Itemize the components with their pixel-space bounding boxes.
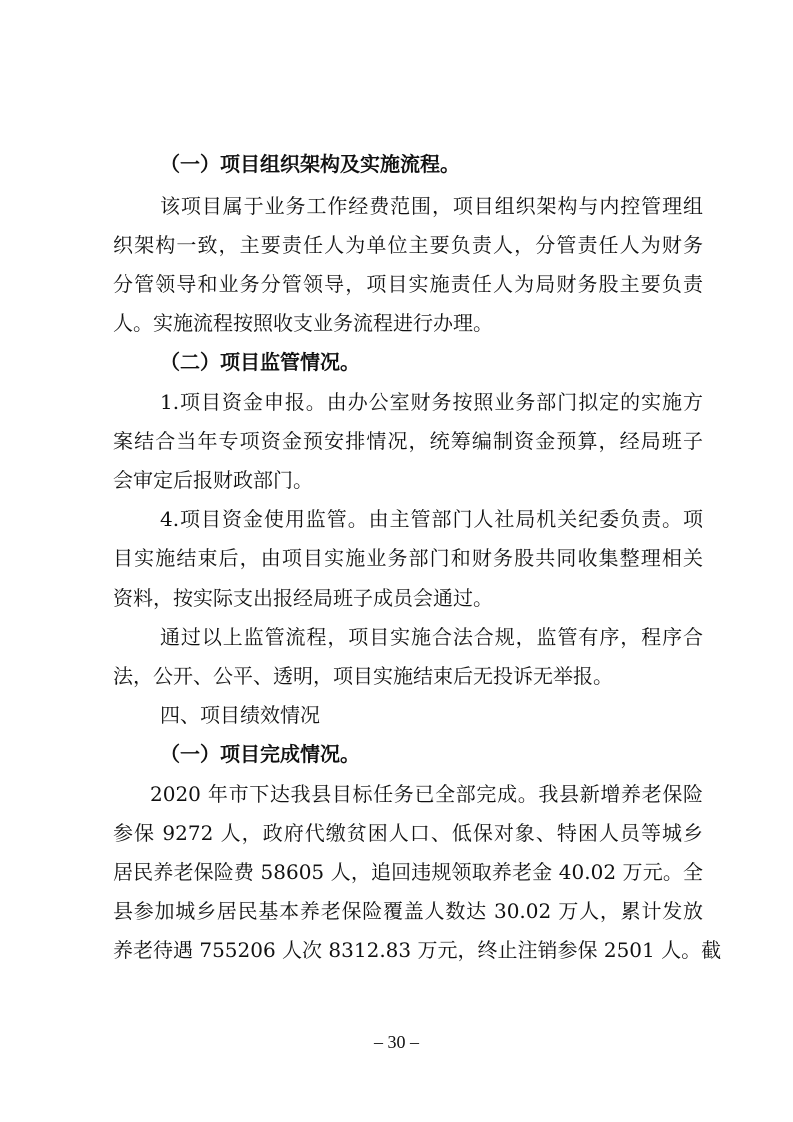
paragraph-line: 2020 年市下达我县目标任务已全部完成。我县新增养老保险 [150, 782, 703, 806]
paragraph-line: 目实施结束后，由项目实施业务部门和财务股共同收集整理相关 [113, 546, 703, 570]
paragraph-line: 县参加城乡居民基本养老保险覆盖人数达 30.02 万人，累计发放 [113, 899, 703, 923]
paragraph-line: 养老待遇 755206 人次 8312.83 万元，终止注销参保 2501 人。截 [113, 938, 722, 962]
paragraph-line: 法，公开、公平、透明，项目实施结束后无投诉无举报。 [113, 664, 613, 688]
paragraph-line: 通过以上监管流程，项目实施合法合规，监管有序，程序合 [160, 625, 703, 649]
paragraph-line: 案结合当年专项资金预安排情况，统筹编制资金预算，经局班子 [113, 429, 703, 453]
paragraph-line: 1.项目资金申报。由办公室财务按照业务部门拟定的实施方 [160, 390, 703, 414]
paragraph-line: 4.项目资金使用监管。由主管部门人社局机关纪委负责。项 [160, 507, 703, 531]
paragraph-line: 会审定后报财政部门。 [113, 468, 313, 492]
paragraph-line: 人。实施流程按照收支业务流程进行办理。 [113, 311, 493, 335]
heading-organization-structure: （一）项目组织架构及实施流程。 [160, 152, 460, 176]
paragraph-line: 居民养老保险费 58605 人，追回违规领取养老金 40.02 万元。全 [113, 860, 703, 884]
heading-completion: （一）项目完成情况。 [160, 742, 360, 766]
paragraph-line: 分管领导和业务分管领导，项目实施责任人为局财务股主要负责 [113, 272, 703, 296]
paragraph-line: 资料，按实际支出报经局班子成员会通过。 [113, 586, 493, 610]
paragraph-line: 参保 9272 人，政府代缴贫困人口、低保对象、特困人员等城乡 [113, 821, 703, 845]
paragraph-line: 织架构一致，主要责任人为单位主要负责人，分管责任人为财务 [113, 233, 703, 257]
page-number: – 30 – [374, 1032, 419, 1052]
paragraph-line: 该项目属于业务工作经费范围，项目组织架构与内控管理组 [160, 194, 703, 218]
heading-supervision: （二）项目监管情况。 [160, 350, 360, 374]
section-title-performance: 四、项目绩效情况 [160, 703, 320, 727]
